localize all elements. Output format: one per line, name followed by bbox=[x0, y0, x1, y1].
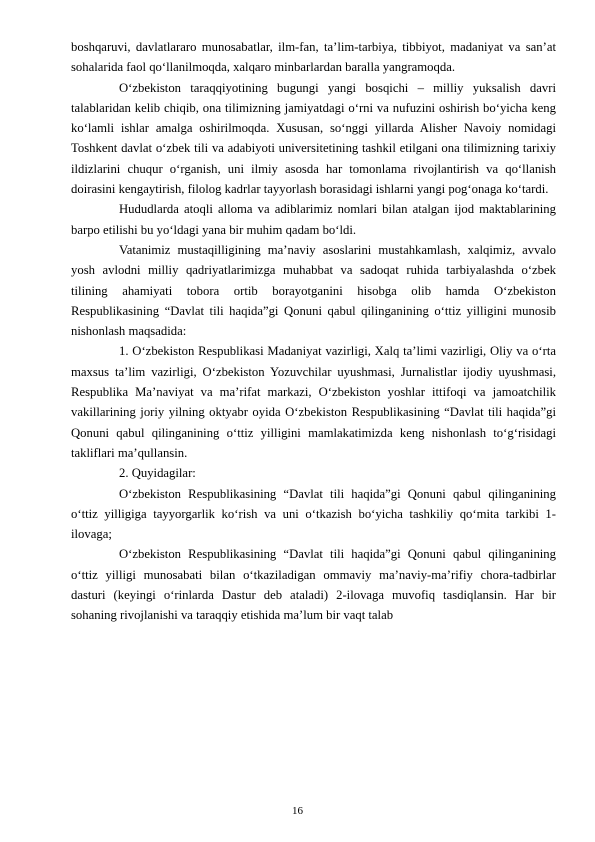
document-page bbox=[71, 37, 556, 626]
paragraph-7: O‘zbekiston Respublikasining “Davlat tili haqida”gi Qonuni qabul qilinganining o‘ttiz yilligiga tayyorgarlik ko‘rish va uni o‘tkazish bo‘yicha tashkiliy qo‘mita tarkibi 1-ilovaga; bbox=[71, 486, 556, 542]
paragraph-8: O‘zbekiston Respublikasining “Davlat tili haqida”gi Qonuni qabul qilinganining o‘ttiz yilligi munosabati bilan o‘tkaziladigan ommaviy ma’naviy-ma’rifiy chora-tadbirlar dasturi (keyingi o‘rinlarda Dastur deb ataladi) 2-ilovaga muvofiq tasdiqlansin. Har bir sohaning rivojlanishi va taraqqiy etishida ma’lum bir vaqt talab bbox=[71, 547, 556, 623]
paragraph-6: 2. Quyidagilar: bbox=[119, 466, 196, 481]
page-number: 16 bbox=[292, 805, 303, 817]
paragraph-4: Vatanimiz mustaqilligining ma’naviy asoslarini mustahkamlash, xalqimiz, avvalo yosh avlodni milliy qadriyatlarimizga muhabbat va sadoqat ruhida tarbiyalashda o‘zbek tilining ahamiyati tobora ortib borayotganini hisobga olib hamda O‘zbekiston Respublikasining “Davlat tili haqida”gi Qonuni qabul qilinganining o‘ttiz yilligini munosib nishonlash maqsadida: bbox=[71, 242, 556, 339]
paragraph-1: boshqaruvi, davlatlararo munosabatlar, ilm-fan, ta’lim-tarbiya, tibbiyot, madaniyat va san’at sohalarida faol qo‘llanilmoqda, xalqaro minbarlardan baralla yangramoqda. bbox=[71, 40, 556, 75]
paragraph-2: O‘zbekiston taraqqiyotining bugungi yangi bosqichi – milliy yuksalish davri talablaridan kelib chiqib, ona tilimizning jamiyatdagi o‘rni va nufuzini oshirish bo‘yicha keng ko‘lamli ishlar amalga oshirilmoqda. Xususan, so‘nggi yillarda Alisher Navoiy nomidagi Toshkent davlat o‘zbek tili va adabiyoti universitetining tashkil etilgani ona tilimizning tarixiy ildizlarini chuqur o‘rganish, uni ilmiy asosda har tomonlama rivojlantirish va qo‘llanish doirasini kengaytirish, filolog kadrlar tayyorlash borasidagi ishlarni yangi pog‘onaga ko‘tardi. bbox=[71, 80, 556, 197]
paragraph-3: Hududlarda atoqli alloma va adiblarimiz nomlari bilan atalgan ijod maktablarining barpo etilishi bu yo‘ldagi yana bir muhim qadam bo‘ldi. bbox=[71, 202, 556, 237]
paragraph-5: 1. O‘zbekiston Respublikasi Madaniyat vazirligi, Xalq ta’limi vazirligi, Oliy va o‘rta maxsus ta’lim vazirligi, O‘zbekiston Yozuvchilar uyushmasi, Jurnalistlar ijodiy uyushmasi, Respublika Ma’naviyat va ma’rifat markazi, O‘zbekiston yoshlar ittifoqi va jamoatchilik vakillarining joriy yilning oktyabr oyida O‘zbekiston Respublikasining “Davlat tili haqida”gi Qonuni qabul qilinganining o‘ttiz yilligini mamlakatimizda keng nishonlash to‘g‘risidagi takliflari ma’qullansin. bbox=[71, 344, 556, 460]
